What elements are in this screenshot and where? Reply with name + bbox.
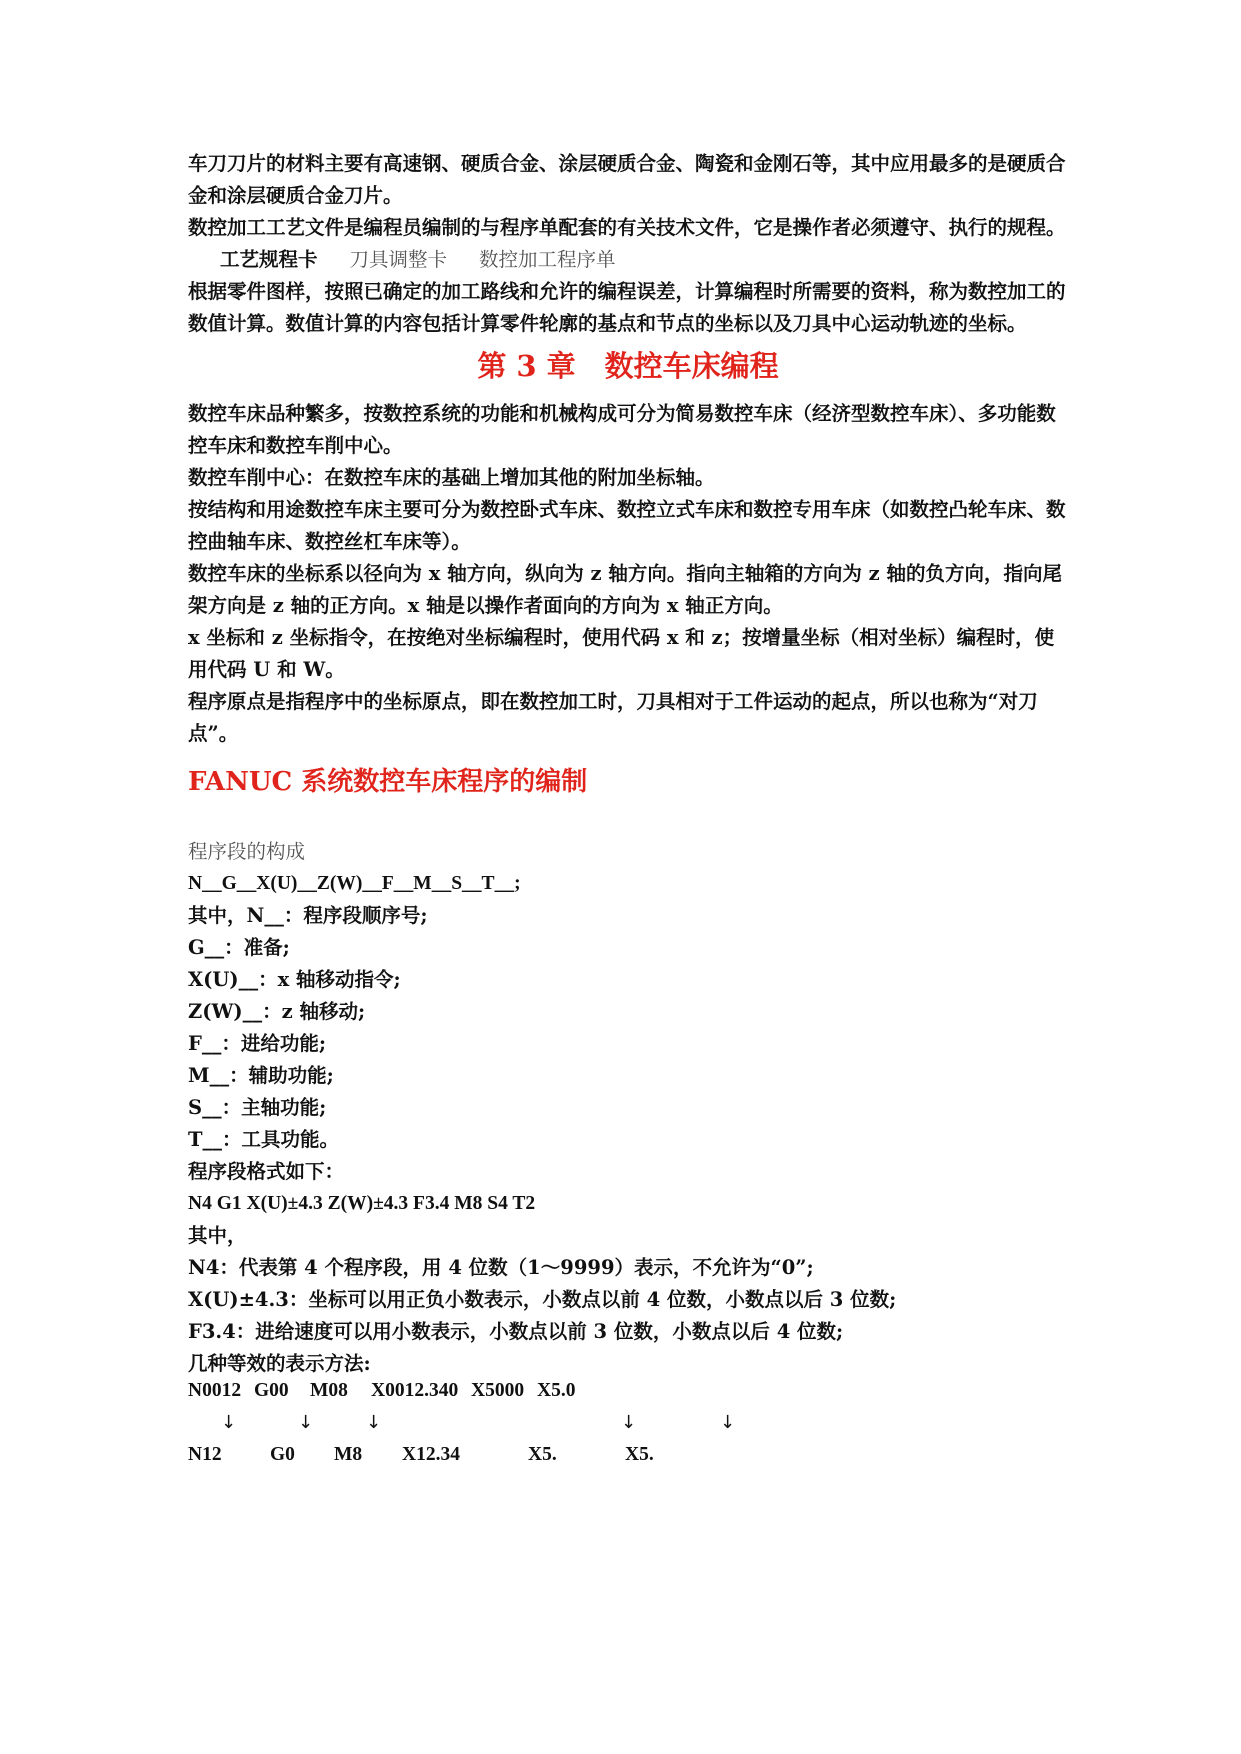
definition-s: S__：主轴功能; (188, 1096, 327, 1119)
chapter-title: 第 3 章 数控车床编程 (477, 349, 779, 383)
doc-type-process-card: 工艺规程卡 (220, 248, 318, 271)
chapter-paragraph-4: 数控车床的坐标系以径向为 x 轴方向，纵向为 z 轴方向。指向主轴箱的方向为 z 轴的负方向，指向尾架方向是 z 轴的正方向。x 轴是以操作者面向的方向为 x 轴正方向。 (188, 562, 1063, 617)
equiv-long-g: G00 (254, 1380, 289, 1401)
equiv-short-n: N12 (188, 1444, 222, 1465)
definition-n: 其中，N__：程序段顺序号; (188, 904, 428, 927)
note-equiv: 几种等效的表示方法: (188, 1352, 371, 1375)
doc-type-tool-card: 刀具调整卡 (349, 248, 448, 271)
process-docs-text: 数控加工工艺文件是编程员编制的与程序单配套的有关技术文件，它是操作者必须遵守、执行的规程。 (188, 216, 1066, 239)
arrow-n: ↓ (221, 1412, 237, 1433)
arrow-x2: ↓ (720, 1412, 736, 1433)
chapter-paragraph-3: 按结构和用途数控车床主要可分为数控卧式车床、数控立式车床和数控专用车床（如数控凸轮车床、数控曲轴车床、数控丝杠车床等）。 (188, 498, 1066, 553)
note-intro: 其中， (188, 1224, 247, 1247)
equiv-long-n: N0012 (188, 1380, 242, 1401)
note-n4: N4：代表第 4 个程序段，用 4 位数（1～9999）表示，不允许为“0”; (188, 1256, 814, 1279)
definition-z: Z(W)__：z 轴移动; (188, 1000, 366, 1023)
subsection-title: 程序段的构成 (188, 840, 306, 863)
equiv-long-x2: X5000 (471, 1380, 525, 1401)
example-line: N4 G1 X(U)±4.3 Z(W)±4.3 F3.4 M8 S4 T2 (188, 1193, 536, 1214)
paragraph-process-docs (188, 212, 1068, 276)
arrow-g: ↓ (298, 1412, 314, 1433)
definition-x: X(U)__：x 轴移动指令; (188, 968, 401, 991)
equiv-long-x3: X5.0 (537, 1380, 576, 1401)
paragraph-tool-material: 车刀刀片的材料主要有高速钢、硬质合金、涂层硬质合金、陶瓷和金刚石等，其中应用最多的是硬质合金和涂层硬质合金刀片。 (188, 152, 1066, 207)
definition-m: M__：辅助功能; (188, 1064, 334, 1087)
definition-t: T__：工具功能。 (188, 1128, 340, 1151)
definition-f: F__：进给功能; (188, 1032, 327, 1055)
paragraph-numeric-calc: 根据零件图样，按照已确定的加工路线和允许的编程误差，计算编程时所需要的资料，称为数控加工的数值计算。数值计算的内容包括计算零件轮廓的基点和节点的坐标以及刀具中心运动轨迹的坐标。 (188, 280, 1066, 335)
format-intro: 程序段格式如下： (188, 1160, 345, 1183)
format-line: N__G__X(U)__Z(W)__F__M__S__T__; (188, 873, 521, 894)
equiv-short-row (188, 1444, 1068, 1476)
definition-g: G__：准备; (188, 936, 290, 959)
equiv-short-m: M8 (334, 1444, 363, 1465)
doc-type-program-sheet: 数控加工程序单 (479, 248, 616, 271)
equiv-arrow-row (188, 1412, 1068, 1444)
arrow-x1: ↓ (621, 1412, 637, 1433)
equiv-short-g: G0 (270, 1444, 295, 1465)
chapter-paragraph-1: 数控车床品种繁多，按数控系统的功能和机械构成可分为简易数控车床（经济型数控车床）、多功能数控车床和数控车削中心。 (188, 402, 1056, 457)
section-title: FANUC 系统数控车床程序的编制 (188, 767, 588, 797)
note-f: F3.4：进给速度可以用小数表示，小数点以前 3 位数，小数点以后 4 位数; (188, 1320, 844, 1343)
equiv-long-m: M08 (310, 1380, 348, 1401)
equiv-long-row (188, 1380, 1068, 1412)
note-xu: X(U)±4.3：坐标可以用正负小数表示，小数点以前 4 位数，小数点以后 3 位数; (188, 1288, 897, 1311)
equiv-short-x3: X5. (625, 1444, 654, 1465)
equiv-long-x1: X0012.340 (371, 1380, 459, 1401)
chapter-paragraph-2: 数控车削中心：在数控车床的基础上增加其他的附加坐标轴。 (188, 466, 715, 489)
equiv-short-x2: X5. (528, 1444, 557, 1465)
equiv-short-x1: X12.34 (402, 1444, 460, 1465)
document-page (188, 148, 1068, 1476)
chapter-paragraph-5: x 坐标和 z 坐标指令，在按绝对坐标编程时，使用代码 x 和 z；按增量坐标（相对坐标）编程时，使用代码 U 和 W。 (188, 626, 1055, 681)
arrow-m: ↓ (366, 1412, 382, 1433)
chapter-paragraph-6: 程序原点是指程序中的坐标原点，即在数控加工时，刀具相对于工件运动的起点，所以也称为“对刀点”。 (188, 690, 1038, 745)
